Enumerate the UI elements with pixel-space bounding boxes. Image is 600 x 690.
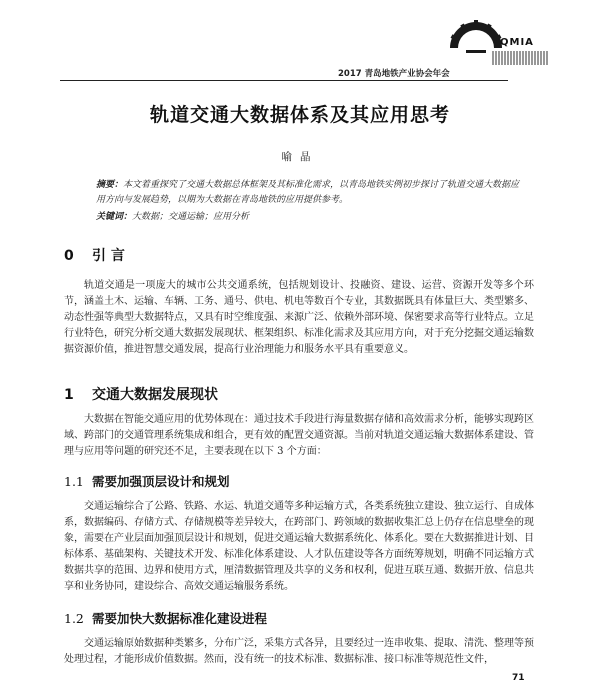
section-title: 交通大数据发展现状	[92, 387, 218, 403]
keywords-label: 关键词：	[96, 212, 133, 222]
abstract-text: 本文着重探究了交通大数据总体框架及其标准化需求，以青岛地铁实例初步探讨了轨道交通大数据应用方向与发展趋势，以期为大数据在青岛地铁的应用提供参考。	[96, 180, 520, 205]
header-rule	[60, 80, 508, 81]
page-number: 71	[512, 673, 525, 683]
section-title: 引 言	[92, 248, 125, 264]
keywords-text: 大数据；交通运输；应用分析	[132, 212, 250, 222]
abstract-label: 摘要：	[96, 180, 124, 190]
logo-subtitle-bar	[492, 51, 548, 65]
subsection-number: 1.2	[64, 611, 84, 626]
section-paragraph: 大数据在智能交通应用的优势体现在：通过技术手段进行海量数据存储和高效需求分析，能够实现跨区域、跨部门的交通管理系统集成和组合，更有效的配置交通资源。当前对轨道交通运输大数据体系建设、管理与应用等问题的研究还不足，主要表现在以下 3 个方面：	[64, 414, 534, 457]
subsection-title: 需要加强顶层设计和规划	[92, 474, 230, 489]
section-heading	[64, 245, 125, 265]
subsection-number: 1.1	[64, 474, 84, 489]
subsection-title: 需要加快大数据标准化建设进程	[92, 611, 268, 626]
author: 喻晶	[281, 151, 319, 163]
logo-text: QMIA	[500, 37, 534, 48]
section-heading	[64, 384, 218, 404]
section-number: 0	[64, 248, 74, 264]
paper-title: 轨道交通大数据体系及其应用思考	[149, 104, 450, 126]
abstract	[96, 178, 526, 208]
section-paragraph: 轨道交通是一项庞大的城市公共交通系统，包括规划设计、投融资、建设、运营、资源开发等多个环节，涵盖土木、运输、车辆、工务、通号、供电、机电等数百个专业，其数据既具有体量巨大、类型繁多、动态性强等典型大数据特点，又具有时空维度强、来源广泛、依赖外部环境、保密要求高等行业特点。立足行业特色，研究分析交通大数据发展现状、框架组织、标准化需求及其应用方向，对于充分挖掘交通运输数据资源价值，推进智慧交通发展，提高行业治理能力和服务水平具有重要意义。	[64, 280, 534, 355]
keywords	[96, 210, 526, 225]
subsection-heading	[64, 609, 267, 627]
subsection-heading	[64, 472, 230, 490]
section-number: 1	[64, 387, 74, 403]
running-header: 2017 青岛地铁产业协会年会	[338, 69, 450, 79]
section-paragraph: 交通运输综合了公路、铁路、水运、轨道交通等多种运输方式，各类系统独立建设、独立运行、自成体系，数据编码、存储方式、存储规模等差异较大，在跨部门、跨领域的数据收集汇总上仍存在信息壁垒的现象，需要在产业层面加强顶层设计和规划，促进交通运输大数据系统化、体系化。要在大数据推进计划、目标体系、基础架构、关键技术开发、标准化体系建设、人才队伍建设等各方面统筹规划，明确不同运输方式数据共享的范围、边界和使用方式，厘清数据管理及共享的义务和权利，促进互联互通、数据开放、信息共享和业务协同，建设综合、高效交通运输服务系统。	[64, 501, 534, 592]
section-paragraph: 交通运输原始数据种类繁多，分布广泛，采集方式各异，且要经过一连串收集、提取、清洗、整理等预处理过程，才能形成价值数据。然而，没有统一的技术标准、数据标准、接口标准等规范性文件，	[64, 638, 534, 665]
qmia-logo-icon	[446, 16, 550, 76]
